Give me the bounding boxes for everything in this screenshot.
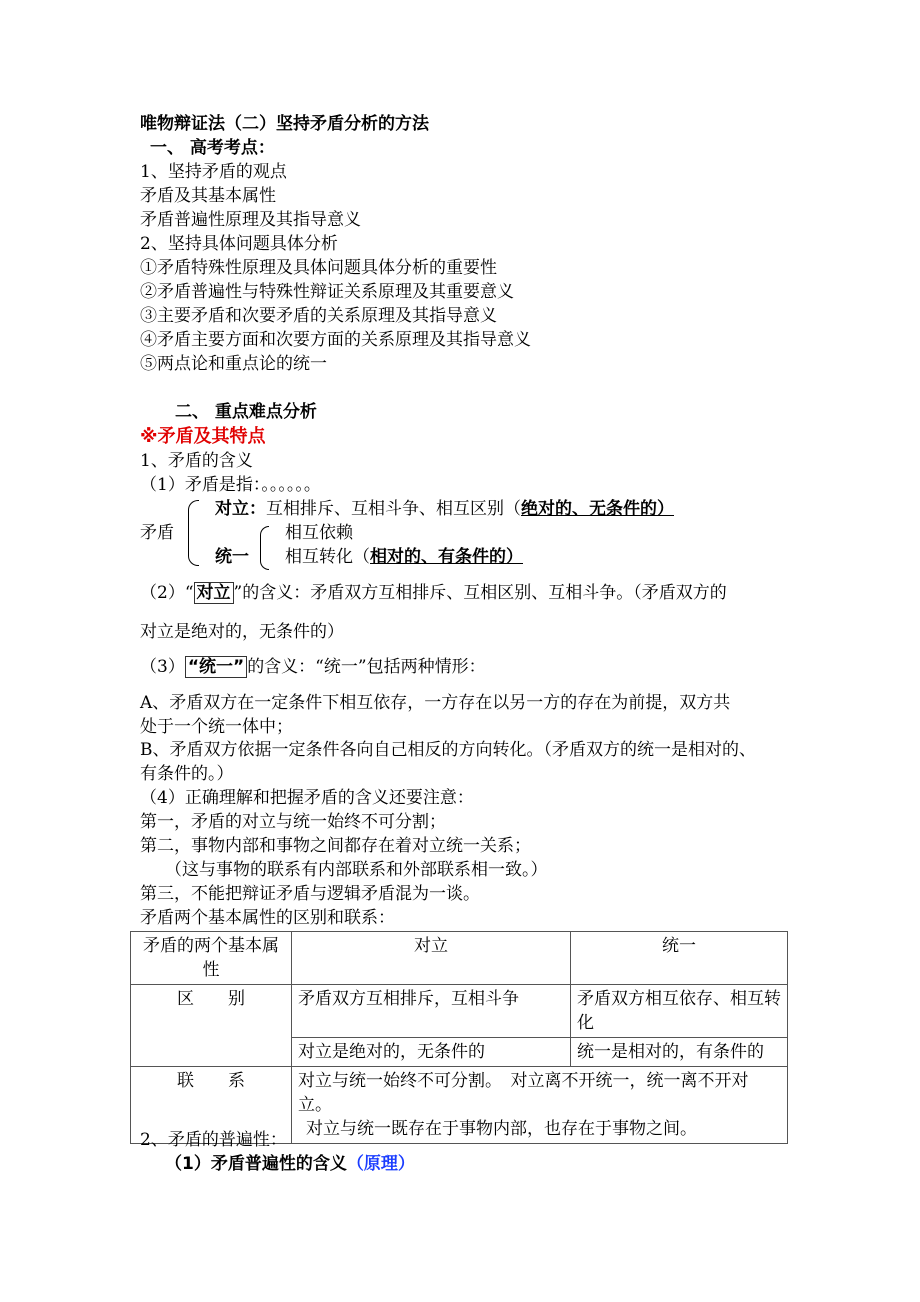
table-cell: 统一是相对的，有条件的 — [571, 1038, 788, 1067]
text-line: 第一，矛盾的对立与统一始终不可分割； — [140, 812, 446, 832]
table-header: 统一 — [571, 932, 788, 985]
diagram-emphasis: 相对的、有条件的） — [370, 547, 523, 567]
text-line: 第三，不能把辩证矛盾与逻辑矛盾混为一谈。 — [140, 884, 480, 904]
text-line: 矛盾及其基本属性 — [140, 186, 276, 206]
text-line: 1、坚持矛盾的观点 — [140, 162, 287, 182]
cell-text: 对立与统一始终不可分割。 对立离不开统一，统一离不开对立。 — [298, 1071, 749, 1115]
diagram-text: 相互转化（ — [285, 547, 370, 567]
diagram-text: 相互依赖 — [285, 523, 353, 543]
text-line: A、矛盾双方在一定条件下相互依存，一方存在以另一方的存在为前提，双方共 — [140, 693, 731, 713]
text-line: 1、矛盾的含义 — [140, 451, 253, 471]
text-line: （1）矛盾是指：。。。。。。 — [140, 475, 321, 495]
diagram-text: 互相排斥、互相斗争、相互区别（ — [266, 499, 521, 519]
boxed-term: 对立 — [194, 582, 234, 604]
text: （2）“ — [140, 583, 194, 603]
text-line: ③主要矛盾和次要矛盾的关系原理及其指导意义 — [140, 306, 497, 326]
diagram-root: 矛盾 — [140, 523, 174, 543]
boxed-term: “统一” — [185, 656, 247, 678]
text-line: 对立是绝对的，无条件的） — [140, 622, 344, 642]
section-heading: 二、 重点难点分析 — [175, 402, 317, 422]
diagram-label: 对立： — [215, 499, 266, 519]
text-line: ①矛盾特殊性原理及具体问题具体分析的重要性 — [140, 258, 497, 278]
text-line: （4）正确理解和把握矛盾的含义还要注意： — [140, 788, 474, 808]
text-line: 有条件的。） — [140, 764, 234, 784]
diagram-label: 统一 — [215, 547, 249, 567]
text-line: 第二，事物内部和事物之间都存在着对立统一关系； — [140, 836, 531, 856]
text: （1）矛盾普遍性的含义 — [165, 1154, 347, 1174]
table-cell: 矛盾双方相互依存、相互转化 — [571, 985, 788, 1038]
attributes-table — [130, 931, 788, 1144]
diagram-emphasis: 绝对的、无条件的） — [521, 499, 674, 519]
text-line: 矛盾普遍性原理及其指导意义 — [140, 210, 361, 230]
table-cell — [292, 1067, 788, 1144]
text-line: 处于一个统一体中； — [140, 717, 293, 737]
text: ”的含义：矛盾双方互相排斥、互相区别、互相斗争。（矛盾双方的 — [233, 583, 727, 603]
table-header: 对立 — [292, 932, 571, 985]
table-header: 矛盾的两个基本属性 — [131, 932, 292, 985]
section-heading: 一、 高考考点： — [150, 138, 275, 158]
table-caption: 矛盾两个基本属性的区别和联系： — [140, 908, 395, 928]
doc-title: 唯物辩证法（二）坚持矛盾分析的方法 — [140, 114, 429, 134]
table-cell: 联 系 — [131, 1067, 292, 1144]
red-heading: ※矛盾及其特点 — [140, 426, 266, 447]
text-line: ④矛盾主要方面和次要方面的关系原理及其指导意义 — [140, 330, 531, 350]
text: 的含义：“统一”包括两种情形： — [247, 657, 486, 677]
text-line: 2、坚持具体问题具体分析 — [140, 234, 338, 254]
brace-icon — [188, 500, 199, 566]
text: （3） — [140, 657, 185, 677]
text-line: ⑤两点论和重点论的统一 — [140, 354, 327, 374]
text-line: 2、矛盾的普遍性： — [140, 1130, 287, 1150]
table-cell: 区 别 — [131, 985, 292, 1067]
text-line: （这与事物的联系有内部联系和外部联系相一致。） — [165, 860, 548, 880]
text-line: B、矛盾双方依据一定条件各向自己相反的方向转化。（矛盾双方的统一是相对的、 — [140, 740, 756, 760]
table-cell: 矛盾双方互相排斥，互相斗争 — [292, 985, 571, 1038]
brace-icon — [260, 526, 269, 570]
table-cell: 对立是绝对的，无条件的 — [292, 1038, 571, 1067]
blue-note: （原理） — [346, 1154, 415, 1174]
text-line: ②矛盾普遍性与特殊性辩证关系原理及其重要意义 — [140, 282, 514, 302]
cell-text: 对立与统一既存在于事物内部，也存在于事物之间。 — [306, 1119, 697, 1139]
